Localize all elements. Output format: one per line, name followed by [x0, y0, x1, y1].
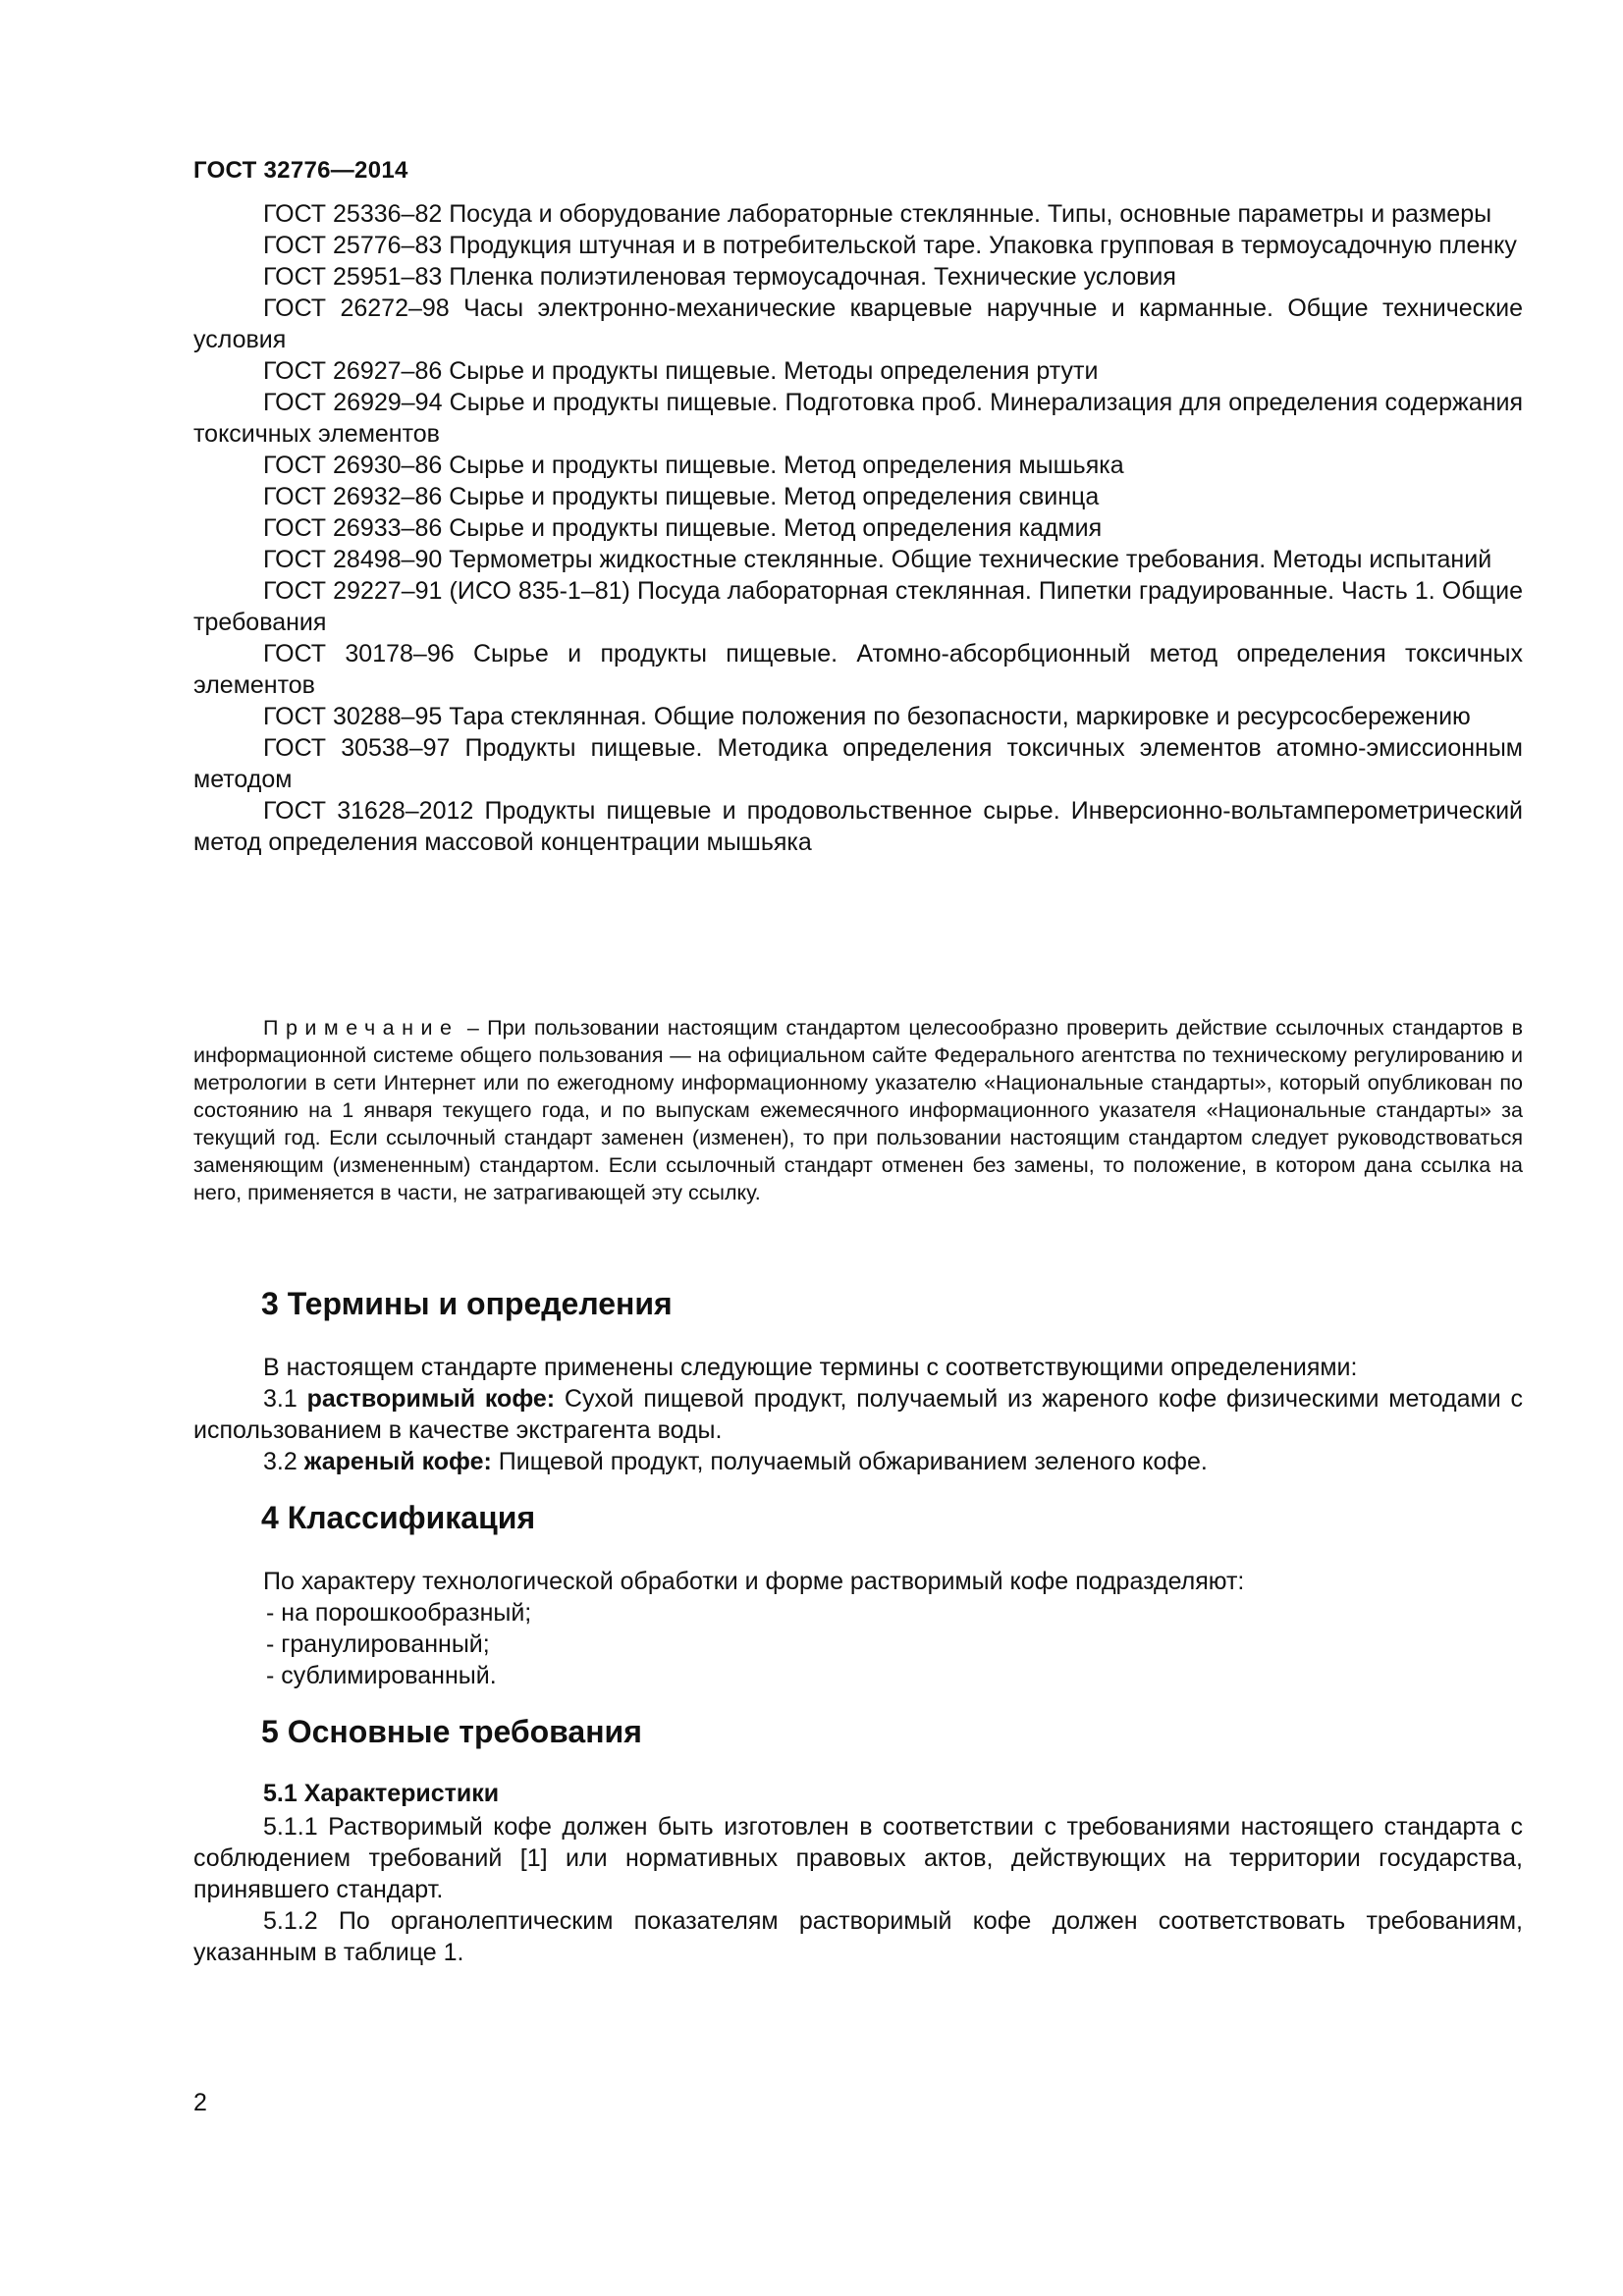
reference-item: ГОСТ 26932–86 Сырье и продукты пищевые. Метод определения свинца — [263, 483, 1100, 510]
term-definition: Пищевой продукт, получаемый обжариванием зеленого кофе. — [498, 1448, 1208, 1475]
section-3-intro: В настоящем стандарте применены следующие термины с соответствующими определениями: — [263, 1354, 1358, 1381]
term-3-1 — [193, 1383, 1523, 1446]
reference-item: ГОСТ 26930–86 Сырье и продукты пищевые. Метод определения мышьяка — [263, 452, 1124, 479]
term-name: растворимый кофе: — [306, 1385, 556, 1413]
reference-item: ГОСТ 26272–98 Часы электронно-механические кварцевые наручные и карманные. Общие технические условия — [193, 294, 1523, 353]
reference-item: ГОСТ 25776–83 Продукция штучная и в потребительской таре. Упаковка групповая в термоусадочную пленку — [263, 232, 1517, 259]
classification-list — [266, 1597, 531, 1691]
paragraph-5-1-1: 5.1.1 Растворимый кофе должен быть изготовлен в соответствии с требованиями настоящего стандарта с соблюдением требований [1] или нормативных правовых актов, действующих на территории государства, принявшего стандарт. — [193, 1813, 1523, 1903]
note-label: Примечание — [263, 1016, 460, 1040]
note-block — [193, 1014, 1523, 1206]
paragraph-5-1-2: 5.1.2 По органолептическим показателям растворимый кофе должен соответствовать требованиям, указанным в таблице 1. — [193, 1907, 1523, 1966]
reference-item: ГОСТ 25336–82 Посуда и оборудование лабораторные стеклянные. Типы, основные параметры и размеры — [263, 200, 1492, 228]
term-3-2 — [193, 1446, 1523, 1477]
reference-item: ГОСТ 26929–94 Сырье и продукты пищевые. Подготовка проб. Минерализация для определения содержания токсичных элементов — [193, 389, 1523, 448]
note-text: – При пользовании настоящим стандартом целесообразно проверить действие ссылочных стандартов в информационной системе общего пользования — на официальном сайте Федерального агентства по техническому регулированию и метрологии в сети Интернет или по ежегодному информационному указателю «Национальные стандарты», который опубликован по состоянию на 1 января текущего года, и по выпускам ежемесячного информационного указателя «Национальные стандарты» за текущий год. Если ссылочный стандарт заменен (изменен), то при пользовании настоящим стандартом следует руководствоваться заменяющим (измененным) стандартом. Если ссылочный стандарт отменен без замены, то положение, в котором дана ссылка на него, применяется в части, не затрагивающей эту ссылку. — [193, 1016, 1523, 1204]
section-4-heading: 4 Классификация — [261, 1500, 536, 1535]
page-number: 2 — [193, 2089, 207, 2116]
reference-item: ГОСТ 29227–91 (ИСО 835-1–81) Посуда лабораторная стеклянная. Пипетки градуированные. Часть 1. Общие требования — [193, 577, 1523, 636]
term-number: 3.2 — [263, 1448, 298, 1475]
reference-item: ГОСТ 30538–97 Продукты пищевые. Методика определения токсичных элементов атомно-эмиссионным методом — [193, 734, 1523, 793]
reference-item: ГОСТ 31628–2012 Продукты пищевые и продовольственное сырье. Инверсионно-вольтамперометрический метод определения массовой концентрации мышьяка — [193, 797, 1523, 856]
section-4-intro: По характеру технологической обработки и форме растворимый кофе подразделяют: — [263, 1568, 1245, 1595]
section-3-heading: 3 Термины и определения — [261, 1286, 673, 1321]
term-name: жареный кофе: — [303, 1448, 492, 1475]
list-item: - на порошкообразный; — [266, 1599, 532, 1627]
subsection-5-1-heading: 5.1 Характеристики — [263, 1780, 500, 1807]
reference-item: ГОСТ 26933–86 Сырье и продукты пищевые. Метод определения кадмия — [263, 514, 1103, 542]
list-item: - гранулированный; — [266, 1630, 490, 1658]
reference-item: ГОСТ 30178–96 Сырье и продукты пищевые. Атомно-абсорбционный метод определения токсичных элементов — [193, 640, 1523, 699]
section-5-heading: 5 Основные требования — [261, 1714, 642, 1749]
reference-item: ГОСТ 28498–90 Термометры жидкостные стеклянные. Общие технические требования. Методы испытаний — [263, 546, 1492, 573]
list-item: - сублимированный. — [266, 1662, 497, 1689]
reference-item: ГОСТ 25951–83 Пленка полиэтиленовая термоусадочная. Технические условия — [263, 263, 1176, 291]
reference-item: ГОСТ 30288–95 Тара стеклянная. Общие положения по безопасности, маркировке и ресурсосбережению — [263, 703, 1471, 730]
term-definition: Сухой пищевой продукт, получаемый из жареного кофе физическими методами с использованием в качестве экстрагента воды. — [193, 1385, 1523, 1444]
reference-item: ГОСТ 26927–86 Сырье и продукты пищевые. Методы определения ртути — [263, 357, 1099, 385]
normative-references-list — [193, 198, 1523, 858]
term-number: 3.1 — [263, 1385, 298, 1413]
document-header: ГОСТ 32776—2014 — [193, 157, 408, 184]
